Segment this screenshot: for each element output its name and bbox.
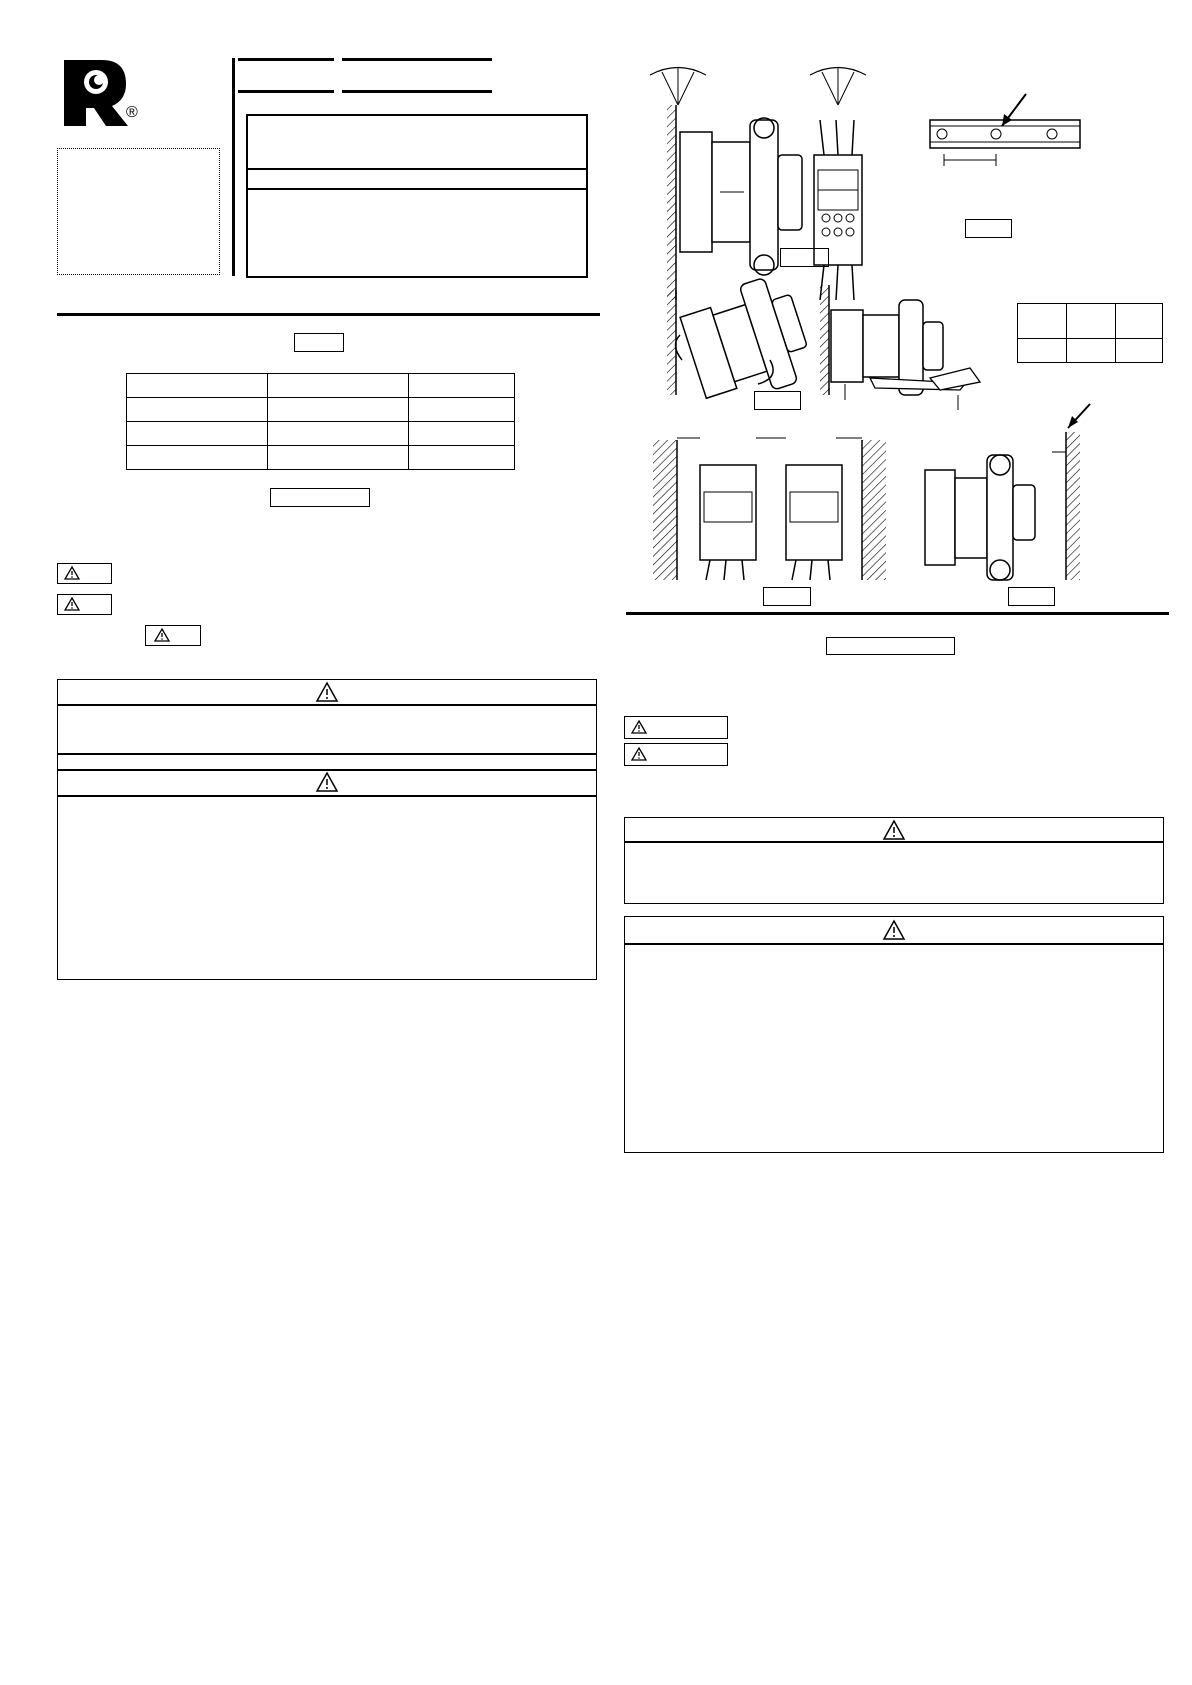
figure-label (780, 248, 829, 267)
title-rule (238, 58, 334, 61)
warning-triangle-icon (64, 597, 80, 611)
warning-triangle-icon (154, 628, 170, 642)
registered-mark: ® (126, 104, 138, 121)
box-divider (248, 188, 586, 190)
table-row (1018, 304, 1163, 339)
warning-panel (624, 817, 1164, 904)
figure-label (754, 391, 801, 410)
title-rule (342, 90, 492, 93)
product-info-line (248, 116, 586, 168)
section-label-box (826, 637, 955, 655)
stamp-box (57, 148, 220, 275)
warning-triangle-icon (883, 820, 905, 840)
table-cell (1067, 339, 1116, 363)
section-label-box (294, 333, 344, 352)
warning-triangle-icon (631, 720, 647, 734)
table-row (1018, 339, 1163, 363)
warning-triangle-icon (64, 566, 80, 580)
table-row (127, 446, 515, 470)
product-info-box (246, 114, 588, 278)
table-cell (127, 374, 268, 398)
warning-panel (57, 679, 597, 754)
figure-label (965, 219, 1012, 238)
warning-triangle-icon (316, 682, 338, 702)
title-rule (238, 90, 334, 93)
warning-tag (57, 563, 112, 584)
panel-divider (58, 769, 596, 771)
company-logo (62, 58, 132, 128)
warning-tag (624, 716, 728, 739)
product-info-line (248, 168, 586, 186)
table-cell (409, 422, 515, 446)
table-row (127, 422, 515, 446)
title-rule (342, 58, 492, 61)
table-cell (1116, 304, 1163, 339)
header-divider-vertical (232, 58, 235, 276)
sub-label-box (270, 488, 370, 507)
diagram-wall-clearance (925, 404, 1090, 580)
warning-triangle-icon (316, 772, 338, 792)
box-divider (248, 168, 586, 170)
table-cell (1018, 339, 1067, 363)
panel-divider (625, 943, 1163, 945)
figure-label (1008, 587, 1055, 606)
warning-triangle-icon (631, 747, 647, 761)
table-cell (409, 398, 515, 422)
warning-tag (624, 743, 728, 766)
table-row (127, 374, 515, 398)
section-rule (626, 612, 1169, 615)
panel-divider (58, 795, 596, 797)
section-rule (57, 313, 600, 316)
warning-panel (57, 754, 597, 980)
table-cell (409, 446, 515, 470)
table-cell (268, 374, 409, 398)
dimensions-table (1017, 303, 1163, 363)
table-cell (127, 398, 268, 422)
diagram-din-rail (930, 94, 1080, 166)
spec-table (126, 373, 515, 470)
panel-divider (625, 841, 1163, 843)
warning-tag (145, 625, 201, 646)
panel-divider (58, 704, 596, 706)
table-cell (1116, 339, 1163, 363)
table-cell (409, 374, 515, 398)
table-cell (268, 446, 409, 470)
logo-mark (62, 58, 132, 128)
table-cell (268, 398, 409, 422)
table-row (127, 398, 515, 422)
figure-label (763, 587, 811, 606)
table-cell (1067, 304, 1116, 339)
table-cell (127, 422, 268, 446)
table-cell (1018, 304, 1067, 339)
warning-triangle-icon (883, 920, 905, 940)
warning-panel (624, 916, 1164, 1153)
diagram-removal (667, 271, 817, 410)
warning-tag (57, 594, 112, 615)
table-cell (268, 422, 409, 446)
diagram-side-by-side-clearance (653, 438, 886, 580)
diagram-screwdriver-release (820, 285, 980, 410)
table-cell (127, 446, 268, 470)
